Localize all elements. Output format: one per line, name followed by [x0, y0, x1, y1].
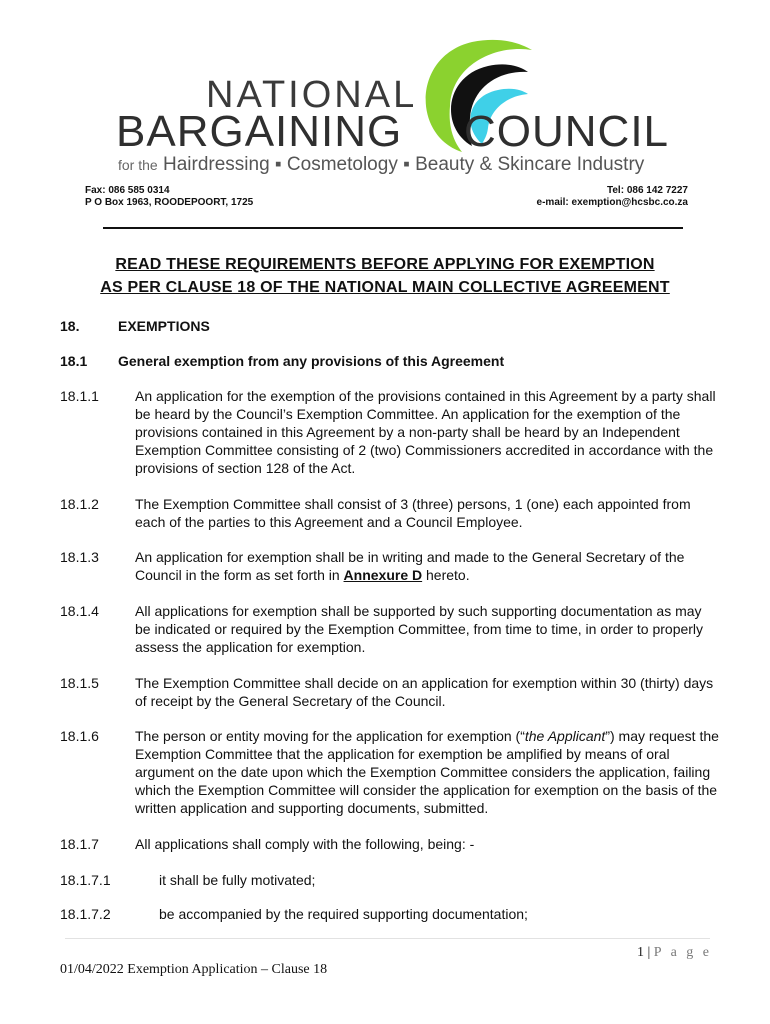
clause-text-part: hereto. [422, 567, 470, 583]
clause-text [135, 548, 720, 584]
logo-national-text: NATIONAL [206, 74, 418, 116]
clause-text: All applications for exemption shall be supported by such supporting documentation as may be indicated or required by the Exemption Committee, from time to time, in order to properly assess the application for exemption. [135, 603, 704, 655]
page-label: P a g e [653, 945, 712, 960]
requirements-heading-line1: READ THESE REQUIREMENTS BEFORE APPLYING FOR EXEMPTION [115, 256, 655, 273]
email-address[interactable]: e-mail: exemption@hcsbc.co.za [536, 197, 688, 208]
clause-text: All applications shall comply with the following, being: - [135, 836, 475, 852]
subsection-number: 18.1 [60, 353, 88, 369]
section-title: EXEMPTIONS [118, 318, 210, 334]
header-divider [103, 227, 683, 229]
logo-tagline-industry: Hairdressing ▪ Cosmetology ▪ Beauty & Skincare Industry [162, 154, 645, 175]
clause-text-part: An application for exemption shall be in writing and made to the General Secretary of the Council in the form as set forth in [135, 549, 685, 583]
contact-left [85, 185, 253, 209]
logo-tagline-prefix: for the [118, 157, 158, 173]
clause-number: 18.1.2 [60, 496, 99, 512]
clause-text [135, 727, 720, 817]
clause-number: 18.1.6 [60, 728, 99, 744]
fax-number: Fax: 086 585 0314 [85, 185, 170, 196]
annexure-d-link[interactable]: Annexure D [343, 567, 423, 583]
logo-bargaining-text: BARGAINING [116, 107, 403, 156]
applicant-term: the Applicant [524, 728, 606, 744]
requirements-heading-line2: AS PER CLAUSE 18 OF THE NATIONAL MAIN COLLECTIVE AGREEMENT [100, 279, 670, 296]
clause-number: 18.1.5 [60, 675, 99, 691]
subsection-title: General exemption from any provisions of this Agreement [118, 353, 505, 369]
clause-text: An application for the exemption of the provisions contained in this Agreement by a party shall be heard by the Council’s Exemption Committee. An application for the exemption of the provisions contained in this Agreement by a non-party shall be heard by an Independent Exemption Committee consisting of 2 (two) Commissioners accredited in accordance with the provisions of section 128 of the Act. [135, 388, 716, 476]
clause-number: 18.1.3 [60, 549, 99, 565]
subsection-heading [60, 353, 504, 369]
page-number-value: 1 [636, 945, 644, 960]
clause-text: be accompanied by the required supporting documentation; [159, 906, 528, 922]
clause-number: 18.1.7 [60, 836, 99, 852]
page-number: 1 | P a g e [636, 945, 712, 960]
logo-council-text: COUNCIL [464, 107, 670, 156]
logo-tagline [118, 154, 644, 176]
postal-address: P O Box 1963, ROODEPOORT, 1725 [85, 197, 254, 208]
clause-text: The Exemption Committee shall decide on an application for exemption within 30 (thirty) days of receipt by the General Secretary of the Council. [135, 675, 714, 709]
section-number: 18. [60, 318, 80, 334]
footer-divider [65, 938, 710, 939]
clause-text-part: ”) may request the Exemption Committee that the application for exemption be amplified by means of oral argument on the date upon which the Exemption Committee considers the application, failing which the Exemption Committee will consider the application for exemption on the basis of the written application and supporting documents, submitted. [135, 728, 719, 816]
clause-number: 18.1.7.2 [60, 906, 111, 922]
footer-document-title: 01/04/2022 Exemption Application – Clause 18 [60, 962, 328, 977]
clause-text: The Exemption Committee shall consist of 3 (three) persons, 1 (one) each appointed from each of the parties to this Agreement and a Council Employee. [135, 496, 691, 530]
clause-number: 18.1.4 [60, 603, 99, 619]
clause-number: 18.1.7.1 [60, 872, 111, 888]
contact-right [537, 185, 688, 209]
clause-text: it shall be fully motivated; [159, 872, 316, 888]
clause-text-part: The person or entity moving for the application for exemption (“ [135, 728, 525, 744]
clause-number: 18.1.1 [60, 388, 99, 404]
telephone-number: Tel: 086 142 7227 [607, 185, 688, 196]
section-heading [60, 318, 210, 334]
council-logo [110, 36, 670, 182]
